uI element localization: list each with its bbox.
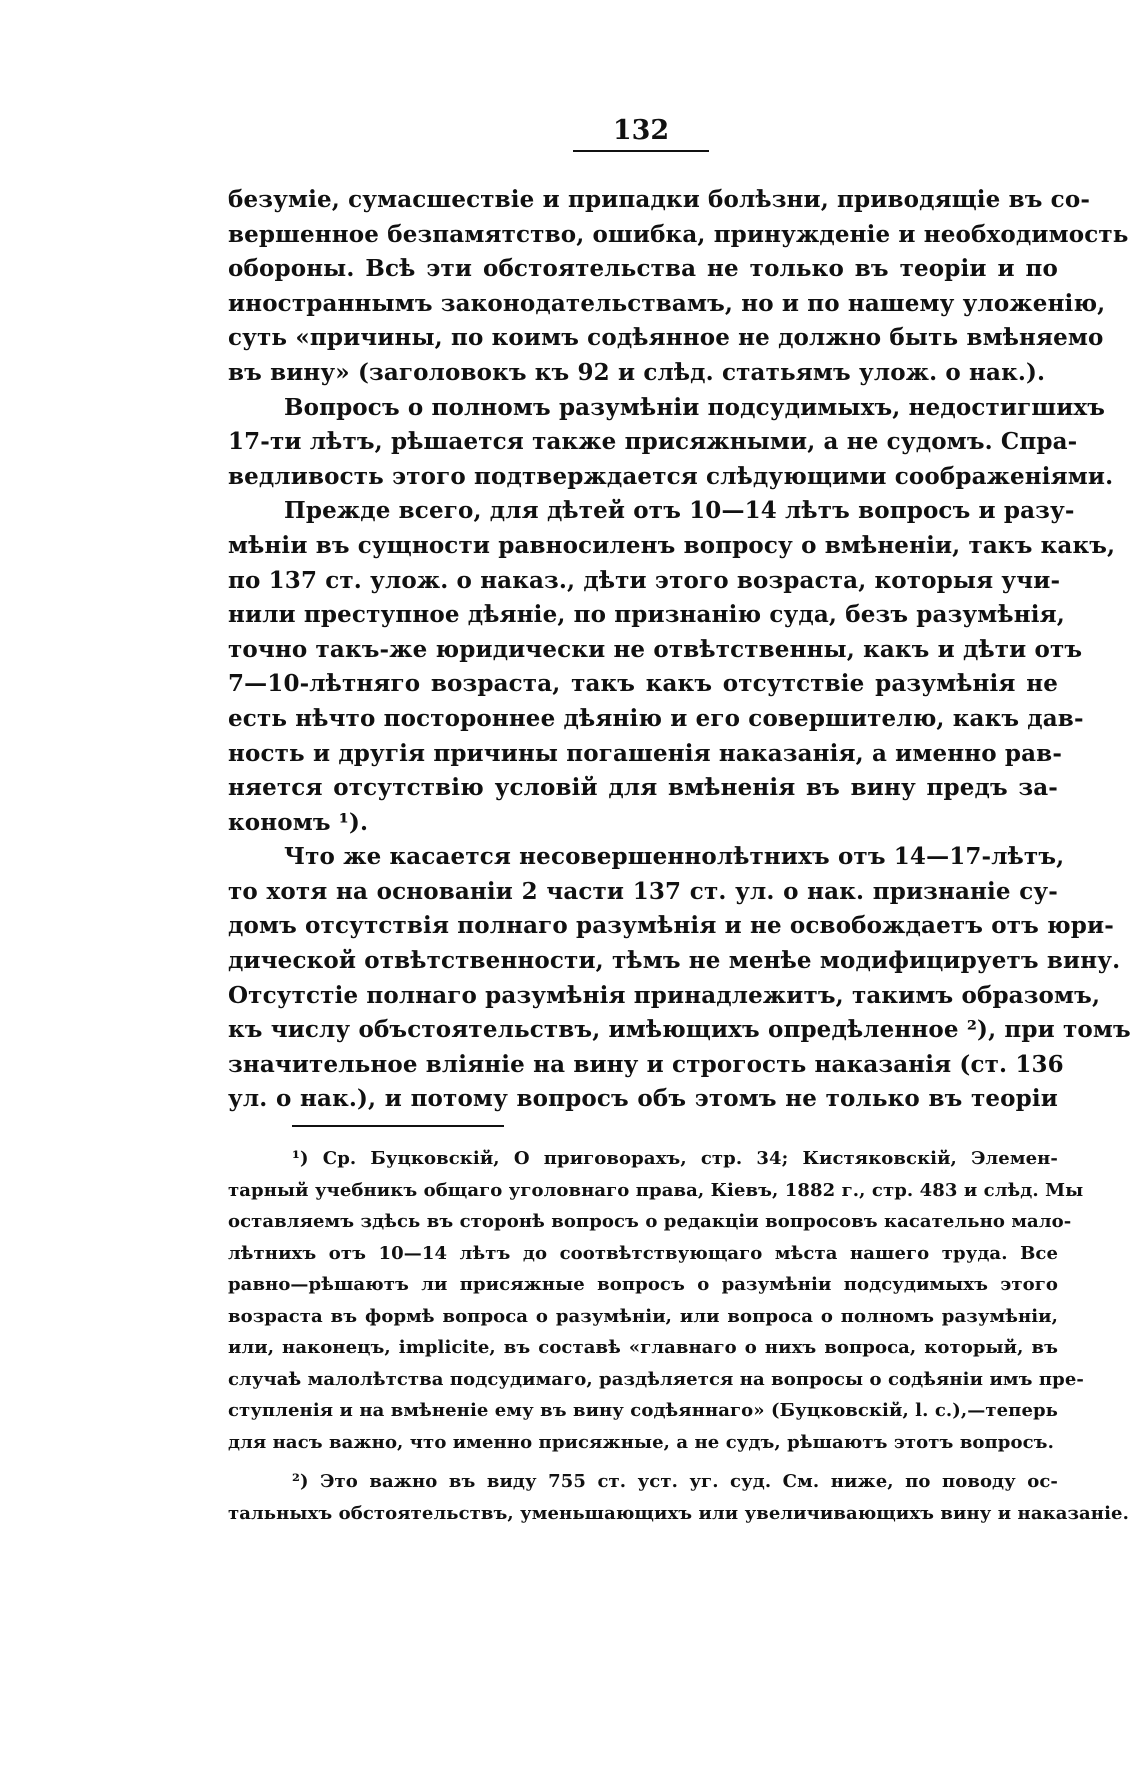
footnote-line: ¹) Ср. Буцковскій, О приговорахъ, стр. 34; Кистяковскій, Элемен- <box>292 1148 1058 1169</box>
body-text <box>228 183 1131 1117</box>
body-line: въ вину» (заголовокъ къ 92 и слѣд. статьямъ улож. о нак.). <box>228 358 1046 386</box>
body-line: безуміе, сумасшествіе и припадки болѣзни, приводящіе въ со- <box>228 186 1091 213</box>
header-rule <box>573 150 709 152</box>
page-number: 132 <box>612 115 670 146</box>
body-line: 17-ти лѣтъ, рѣшается также присяжными, а не судомъ. Спра- <box>228 428 1078 456</box>
body-line: домъ отсутствія полнаго разумѣнія и не освобождаетъ отъ юри- <box>228 912 1114 940</box>
body-line: Отсутстіе полнаго разумѣнія принадлежитъ, такимъ образомъ, <box>228 981 1101 1009</box>
footnote-line: для насъ важно, что именно присяжные, а не судъ, рѣшаютъ этотъ вопросъ. <box>228 1431 1054 1453</box>
footnote-line: ²) Это важно въ виду 755 ст. уст. уг. суд. См. ниже, по поводу ос- <box>292 1471 1058 1492</box>
footnotes <box>228 1143 1129 1529</box>
body-line: обороны. Всѣ эти обстоятельства не только въ теоріи и по <box>228 255 1058 283</box>
body-line: 7—10-лѣтняго возраста, такъ какъ отсутствіе разумѣнія не <box>228 670 1058 698</box>
body-line: ведливость этого подтверждается слѣдующими соображеніями. <box>228 462 1114 490</box>
body-line: иностраннымъ законодательствамъ, но и по нашему уложенію, <box>228 289 1106 317</box>
body-line: значительное вліяніе на вину и строгость наказанія (ст. 136 <box>228 1050 1064 1078</box>
footnote-rule <box>292 1125 504 1127</box>
body-line: вершенное безпамятство, ошибка, принужденіе и необходимость <box>228 220 1129 248</box>
footnote-line: тальныхъ обстоятельствъ, уменьшающихъ или увеличивающихъ вину и наказаніе. <box>228 1502 1129 1524</box>
body-line: суть «причины, по коимъ содѣянное не должно быть вмѣняемо <box>228 324 1104 352</box>
body-line: ул. о нак.), и потому вопросъ объ этомъ не только въ теоріи <box>228 1085 1058 1113</box>
body-line: нили преступное дѣяніе, по признанію суда, безъ разумѣнія, <box>228 601 1065 629</box>
footnote-line: лѣтнихъ отъ 10—14 лѣтъ до соотвѣтствующаго мѣста нашего труда. Все <box>228 1242 1058 1264</box>
body-line: по 137 ст. улож. о наказ., дѣти этого возраста, которыя учи- <box>228 566 1061 594</box>
footnote-line: оставляемъ здѣсь въ сторонѣ вопросъ о редакціи вопросовъ касательно мало- <box>228 1211 1072 1232</box>
body-line: точно такъ-же юридически не отвѣтственны, какъ и дѣти отъ <box>228 635 1083 663</box>
body-line: Прежде всего, для дѣтей отъ 10—14 лѣтъ вопросъ и разу- <box>284 497 1075 525</box>
body-line: няется отсутствію условій для вмѣненія въ вину предъ за- <box>228 774 1058 802</box>
footnote-line: тарный учебникъ общаго уголовнаго права, Кіевъ, 1882 г., стр. 483 и слѣд. Мы <box>228 1179 1084 1201</box>
body-line: къ числу объстоятельствъ, имѣющихъ опредѣленное ²), при томъ <box>228 1016 1131 1044</box>
footnote-line: возраста въ формѣ вопроса о разумѣніи, или вопроса о полномъ разумѣніи, <box>228 1305 1058 1327</box>
footnote-line: равно—рѣшаютъ ли присяжные вопросъ о разумѣніи подсудимыхъ этого <box>228 1274 1058 1295</box>
body-line: Вопросъ о полномъ разумѣніи подсудимыхъ, недостигшихъ <box>284 393 1106 421</box>
footnote-line: или, наконецъ, implicite, въ составѣ «главнаго о нихъ вопроса, который, въ <box>228 1337 1058 1358</box>
footnote-line: ступленія и на вмѣненіе ему въ вину содѣяннаго» (Буцковскій, l. c.),—теперь <box>228 1400 1058 1421</box>
footnote-gap <box>228 1458 1058 1466</box>
body-line: ность и другія причины погашенія наказанія, а именно рав- <box>228 739 1063 767</box>
body-line: есть нѣчто постороннее дѣянію и его совершителю, какъ дав- <box>228 704 1084 732</box>
body-line: Что же касается несовершеннолѣтнихъ отъ 14—17-лѣтъ, <box>284 843 1065 871</box>
body-line: мѣніи въ сущности равносиленъ вопросу о вмѣненіи, такъ какъ, <box>228 531 1116 559</box>
footnote-line: случаѣ малолѣтства подсудимаго, раздѣляется на вопросы о содѣяніи имъ пре- <box>228 1368 1084 1390</box>
body-line: то хотя на основаніи 2 части 137 ст. ул. о нак. признаніе су- <box>228 877 1058 905</box>
body-line: кономъ ¹). <box>228 808 369 836</box>
body-line: дической отвѣтственности, тѣмъ не менѣе модифицируетъ вину. <box>228 947 1121 975</box>
